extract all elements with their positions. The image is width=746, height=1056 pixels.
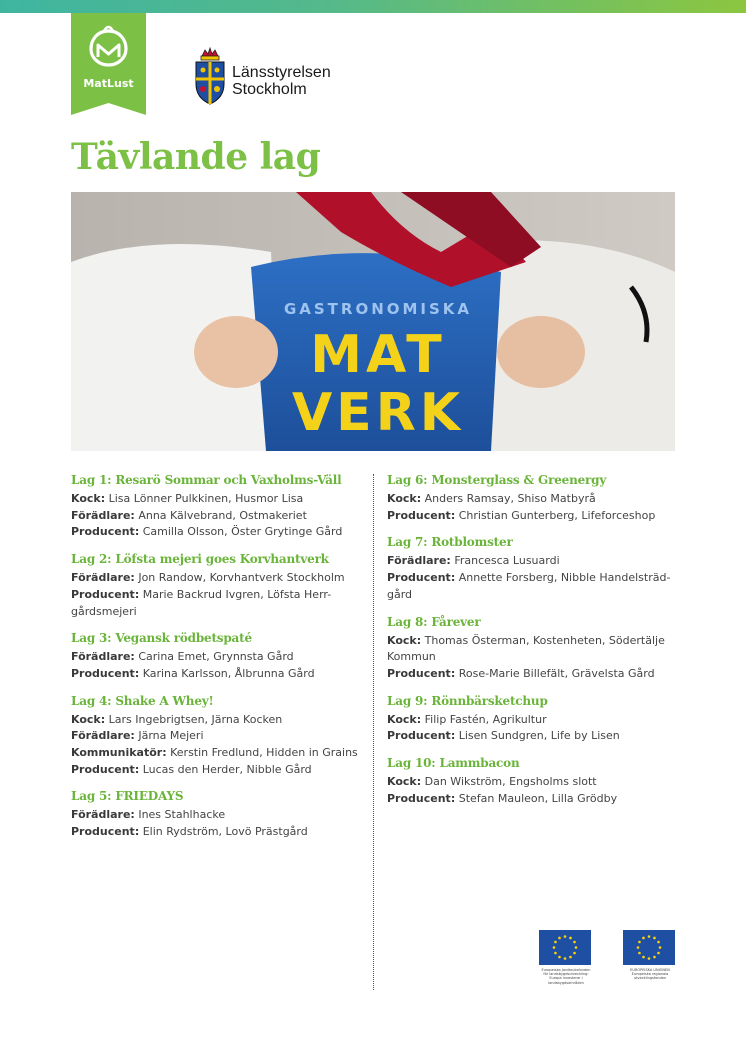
- team-member: [387, 712, 687, 729]
- member-name: Kerstin Fredlund, Hidden in Grains: [170, 746, 358, 760]
- teams-left-column: [71, 473, 371, 852]
- team-member: [71, 649, 371, 666]
- member-role: Producent:: [71, 666, 140, 680]
- team-member: [387, 728, 687, 745]
- eu-star: [573, 952, 576, 955]
- matlust-logo: [71, 13, 146, 115]
- member-role: Producent:: [71, 762, 140, 776]
- member-name: Marie Backrud Ivgren, Löfsta Herr-gårdsmejeri: [71, 587, 332, 618]
- eu-star: [659, 946, 662, 949]
- team-block: [71, 631, 371, 682]
- eu-star: [564, 957, 567, 960]
- page-title: Tävlande lag: [71, 136, 321, 178]
- eu-star: [554, 941, 557, 944]
- lansstyrelsen-line1: Länsstyrelsen: [232, 64, 331, 81]
- eu-star: [569, 937, 572, 940]
- team-title: Lag 6: Monsterglass & Greenergy: [387, 473, 607, 487]
- team-title: Lag 9: Rönnbärsketchup: [387, 693, 548, 708]
- team-block: [71, 694, 371, 779]
- team-member: [71, 745, 371, 762]
- eu-star: [558, 937, 561, 940]
- member-name: Carina Emet, Grynnsta Gård: [138, 650, 294, 664]
- member-name: Thomas Österman, Kostenheten, Södertälje Kommun: [387, 633, 665, 664]
- member-role: Producent:: [387, 508, 456, 522]
- team-member: [387, 791, 687, 808]
- eu-star: [653, 956, 656, 959]
- team-block: [387, 694, 687, 745]
- team-member: [71, 824, 371, 841]
- hero-illustration: [71, 192, 675, 451]
- team-member: [387, 570, 687, 603]
- team-block: [387, 756, 687, 807]
- matlust-logo-text: MatLust: [83, 77, 134, 90]
- hero-shirt-top: GASTRONOMISKA: [283, 300, 473, 318]
- eu-star: [553, 946, 556, 949]
- team-member: [71, 524, 371, 541]
- member-role: Förädlare:: [71, 650, 135, 664]
- member-role: Förädlare:: [71, 729, 135, 743]
- member-role: Kock:: [387, 633, 422, 647]
- eu-logo-jordbruksfonden: [539, 930, 593, 985]
- member-name: Francesca Lusuardi: [454, 554, 560, 568]
- eu-star: [638, 941, 641, 944]
- top-gradient-bar: [0, 0, 746, 13]
- team-member: [387, 633, 687, 666]
- eu-star: [564, 935, 567, 938]
- member-name: Järna Mejeri: [138, 729, 204, 743]
- eu-logo-caption: EUROPEISKA UNIONEN Europeiska regionala utvecklingsfonden: [630, 968, 670, 981]
- member-role: Kock:: [387, 775, 422, 789]
- member-name: Dan Wikström, Engsholms slott: [424, 775, 597, 789]
- team-title: Lag 4: Shake A Whey!: [71, 693, 214, 708]
- team-member: [387, 666, 687, 683]
- member-role: Producent:: [387, 666, 456, 680]
- member-name: Lucas den Herder, Nibble Gård: [142, 762, 312, 776]
- member-name: Elin Rydström, Lovö Prästgård: [142, 825, 308, 839]
- eu-star: [653, 937, 656, 940]
- member-name: Stefan Mauleon, Lilla Grödby: [458, 791, 618, 805]
- team-member: [387, 553, 687, 570]
- eu-star: [648, 957, 651, 960]
- matlust-badge-icon: [71, 13, 146, 115]
- team-title: Lag 1: Resarö Sommar och Vaxholms-Väll: [71, 473, 342, 487]
- team-member: [71, 666, 371, 683]
- lansstyrelsen-logo-text: [232, 64, 331, 98]
- lansstyrelsen-line2: Stockholm: [232, 81, 307, 98]
- eu-star: [569, 956, 572, 959]
- eu-logo-caption: Europeiska Jordbruksfonden för landsbygdsutveckling: Europa investerar i landsbygdsområden: [541, 968, 591, 985]
- team-member: [387, 491, 687, 508]
- member-role: Kommunikatör:: [71, 746, 167, 760]
- column-divider: [373, 474, 374, 990]
- member-name: Lars Ingebrigtsen, Järna Kocken: [108, 712, 283, 726]
- eu-star: [642, 937, 645, 940]
- team-member: [387, 508, 687, 525]
- team-title: Lag 3: Vegansk rödbetspaté: [71, 631, 252, 646]
- eu-star: [554, 952, 557, 955]
- eu-star: [575, 946, 578, 949]
- member-role: Kock:: [71, 492, 106, 505]
- team-block: [71, 789, 371, 840]
- team-title: Lag 10: Lammbacon: [387, 756, 520, 771]
- member-role: Förädlare:: [71, 571, 135, 585]
- team-member: [71, 491, 371, 508]
- team-member: [71, 762, 371, 779]
- member-name: Jon Randow, Korvhantverk Stockholm: [138, 571, 345, 585]
- member-name: Anders Ramsay, Shiso Matbyrå: [424, 492, 596, 505]
- hero-shirt-mat: MAT: [310, 325, 446, 385]
- eu-flag-icon: [623, 930, 675, 965]
- eu-flag-icon: [539, 930, 591, 965]
- hero-shirt-verk: VERK: [291, 383, 465, 443]
- member-role: Förädlare:: [71, 808, 135, 822]
- eu-star: [638, 952, 641, 955]
- member-name: Lisen Sundgren, Life by Lisen: [458, 729, 620, 743]
- eu-star: [558, 956, 561, 959]
- eu-star: [657, 952, 660, 955]
- member-role: Producent:: [71, 525, 140, 539]
- team-block: [387, 615, 687, 683]
- team-block: [71, 552, 371, 620]
- team-member: [71, 728, 371, 745]
- team-title: Lag 5: FRIEDAYS: [71, 789, 184, 804]
- member-name: Christian Gunterberg, Lifeforceshop: [458, 508, 656, 522]
- team-block: [387, 535, 687, 603]
- team-member: [71, 570, 371, 587]
- member-role: Producent:: [387, 729, 456, 743]
- member-name: Camilla Olsson, Öster Grytinge Gård: [142, 525, 343, 539]
- teams-right-column: [387, 473, 687, 818]
- member-name: Karina Karlsson, Ålbrunna Gård: [142, 666, 315, 680]
- member-name: Filip Fastén, Agrikultur: [424, 712, 547, 726]
- hero-image: [71, 192, 675, 451]
- eu-star: [657, 941, 660, 944]
- team-title: Lag 8: Fårever: [387, 614, 481, 629]
- lansstyrelsen-crest-icon: [193, 46, 227, 106]
- member-name: Rose-Marie Billefält, Grävelsta Gård: [458, 666, 655, 680]
- member-name: Lisa Lönner Pulkkinen, Husmor Lisa: [108, 492, 304, 505]
- eu-star: [648, 935, 651, 938]
- team-block: [387, 473, 687, 524]
- member-name: Anna Kälvebrand, Ostmakeriet: [138, 508, 307, 522]
- member-role: Förädlare:: [71, 508, 135, 522]
- team-member: [71, 587, 371, 620]
- team-member: [71, 712, 371, 729]
- team-block: [71, 473, 371, 541]
- eu-star: [573, 941, 576, 944]
- team-member: [71, 807, 371, 824]
- member-name: Ines Stahlhacke: [138, 808, 226, 822]
- team-member: [387, 774, 687, 791]
- member-role: Kock:: [387, 712, 422, 726]
- member-role: Kock:: [71, 712, 106, 726]
- member-role: Producent:: [71, 825, 140, 839]
- member-role: Producent:: [71, 587, 140, 601]
- member-role: Kock:: [387, 492, 422, 505]
- team-title: Lag 7: Rotblomster: [387, 535, 513, 550]
- member-name: Annette Forsberg, Nibble Handelsträd-gård: [387, 571, 671, 601]
- member-role: Förädlare:: [387, 554, 451, 568]
- team-member: [71, 508, 371, 525]
- eu-logo-regionalfonden: [623, 930, 677, 981]
- eu-star: [642, 956, 645, 959]
- eu-star: [637, 946, 640, 949]
- team-title: Lag 2: Löfsta mejeri goes Korvhantverk: [71, 552, 329, 567]
- member-role: Producent:: [387, 571, 456, 585]
- member-role: Producent:: [387, 791, 456, 805]
